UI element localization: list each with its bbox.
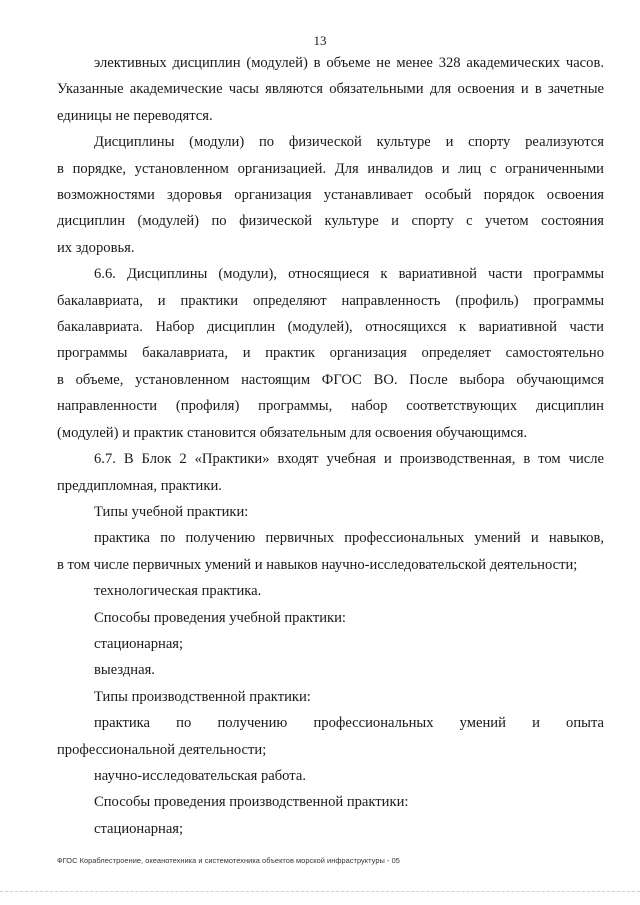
text-line: элективных дисциплин (модулей) в объеме не менее 328 академических часов. — [94, 55, 604, 71]
text-line: Способы проведения учебной практики: — [94, 609, 346, 626]
text-line: Способы проведения производственной практики: — [94, 794, 409, 811]
text-line: бакалавриата. Набор дисциплин (модулей), относящихся к вариативной части — [57, 319, 604, 336]
text-line: программы бакалавриата, и практик организация определяет самостоятельно — [57, 345, 604, 362]
text-line: практика по получению первичных профессиональных умений и навыков, — [94, 530, 604, 547]
text-line: технологическая практика. — [94, 583, 262, 600]
text-line: преддипломная, практики. — [57, 477, 222, 494]
text-line: стационарная; — [94, 635, 184, 652]
text-line: в порядке, установленном организацией. Для инвалидов и лиц с ограниченными — [57, 160, 604, 177]
text-line: направленности (профиля) программы, набор соответствующих дисциплин — [57, 398, 604, 415]
text-line: 6.7. В Блок 2 «Практики» входят учебная и производственная, в том числе — [94, 451, 604, 468]
text-line: бакалавриата, и практики определяют направленность (профиль) программы — [57, 292, 604, 309]
text-line: дисциплин (модулей) по физической культуре и спорту с учетом состояния — [57, 213, 604, 230]
text-line: 6.6. Дисциплины (модули), относящиеся к вариативной части программы — [94, 266, 604, 283]
page-number: 13 — [313, 33, 327, 48]
text-line: Указанные академические часы являются обязательными для освоения и в зачетные — [57, 81, 604, 98]
text-line: в том числе первичных умений и навыков научно-исследовательской деятельности; — [57, 556, 578, 573]
text-line: научно-исследовательская работа. — [94, 767, 306, 784]
text-line: Типы производственной практики: — [94, 688, 311, 705]
text-line: профессиональной деятельности; — [57, 741, 267, 758]
text-line: Дисциплины (модули) по физической культуре и спорту реализуются — [94, 134, 604, 151]
text-line: их здоровья. — [57, 239, 135, 256]
page-footer: ФГОС Кораблестроение, океанотехника и системотехника объектов морской инфраструктуры - 05 — [57, 856, 400, 865]
scan-edge-divider — [0, 891, 640, 892]
text-line: стационарная; — [94, 820, 184, 837]
text-line: (модулей) и практик становится обязательным для освоения обучающимся. — [57, 424, 528, 441]
document-body — [57, 50, 604, 842]
text-line: выездная. — [94, 662, 155, 679]
text-line: единицы не переводятся. — [57, 107, 213, 124]
text-line: в объеме, установленном настоящим ФГОС ВО. После выбора обучающимся — [57, 371, 604, 388]
text-line: возможностями здоровья организация устанавливает особый порядок освоения — [57, 187, 604, 204]
text-line: практика по получению профессиональных умений и опыта — [94, 715, 604, 732]
text-line: Типы учебной практики: — [94, 503, 249, 520]
